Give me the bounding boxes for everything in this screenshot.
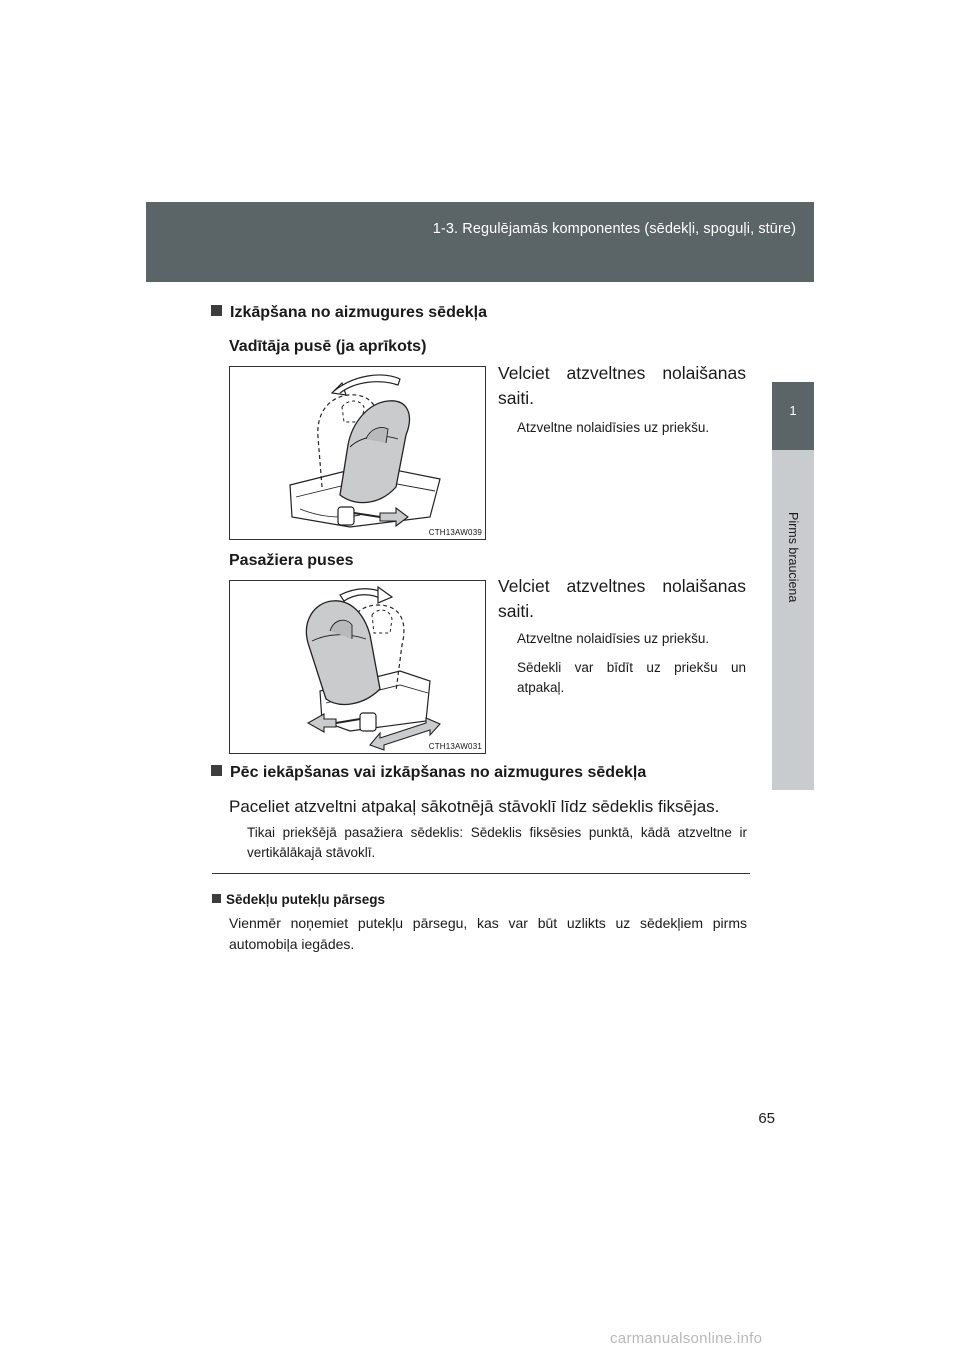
passenger-step-line2: saiti. (498, 601, 534, 621)
passenger-step-note-1: Atzveltne nolaidīsies uz priekšu. (517, 631, 710, 646)
footnote-title-text: Sēdekļu putekļu pārsegs (226, 892, 386, 907)
chapter-header-band (146, 202, 814, 282)
passenger-step-text (498, 574, 746, 624)
passenger-step-line1: Velciet atzveltnes nolaišanas (498, 576, 746, 596)
section-heading-exit-text: Izkāpšana no aizmugures sēdekļa (230, 304, 487, 321)
section-heading-after (229, 764, 646, 782)
section-heading-after-text: Pēc iekāpšanas vai izkāpšanas no aizmugures sēdekļa (230, 764, 647, 781)
footnote-text: Vienmēr noņemiet putekļu pārsegu, kas var būt uzlikts uz sēdekļiem pirms automobiļa iegādes. (229, 915, 747, 952)
driver-step-text (498, 361, 746, 411)
footnote-title (212, 892, 385, 907)
driver-step-line2: saiti. (498, 388, 534, 408)
square-bullet-icon (212, 894, 221, 903)
figure-code: CTH13AW031 (428, 742, 482, 751)
square-bullet-icon (211, 765, 222, 776)
chapter-title: 1-3. Regulējamās komponentes (sēdekļi, spoguļi, stūre) (432, 221, 796, 237)
page-number: 65 (758, 1110, 775, 1127)
seat-drawing-passenger (230, 581, 485, 753)
chapter-tab-label: Pirms brauciena (786, 512, 800, 603)
seat-illustration-passenger (229, 580, 486, 754)
driver-side-heading: Vadītāja pusē (ja aprīkots) (229, 338, 427, 355)
seat-illustration-driver (229, 366, 486, 540)
section-divider (212, 873, 750, 874)
watermark: carmanualsonline.info (610, 1330, 763, 1347)
seat-drawing-driver (230, 367, 485, 539)
passenger-side-heading: Pasažiera puses (229, 552, 354, 569)
driver-step-note: Atzveltne nolaidīsies uz priekšu. (517, 420, 710, 435)
chapter-tab-number: 1 (789, 403, 797, 418)
passenger-step-note-2: Sēdekli var bīdīt uz priekšu un atpakaļ. (517, 660, 746, 695)
driver-step-line1: Velciet atzveltnes nolaišanas (498, 363, 746, 383)
square-bullet-icon (211, 305, 222, 316)
section-heading-exit (229, 304, 487, 322)
after-note: Tikai priekšējā pasažiera sēdeklis: Sēdeklis fiksēsies punktā, kādā atzveltne ir vertikālākajā stāvoklī. (247, 825, 747, 860)
figure-code: CTH13AW039 (428, 528, 482, 537)
after-instruction: Paceliet atzveltni atpakaļ sākotnējā stāvoklī līdz sēdeklis fiksējas. (229, 797, 720, 816)
